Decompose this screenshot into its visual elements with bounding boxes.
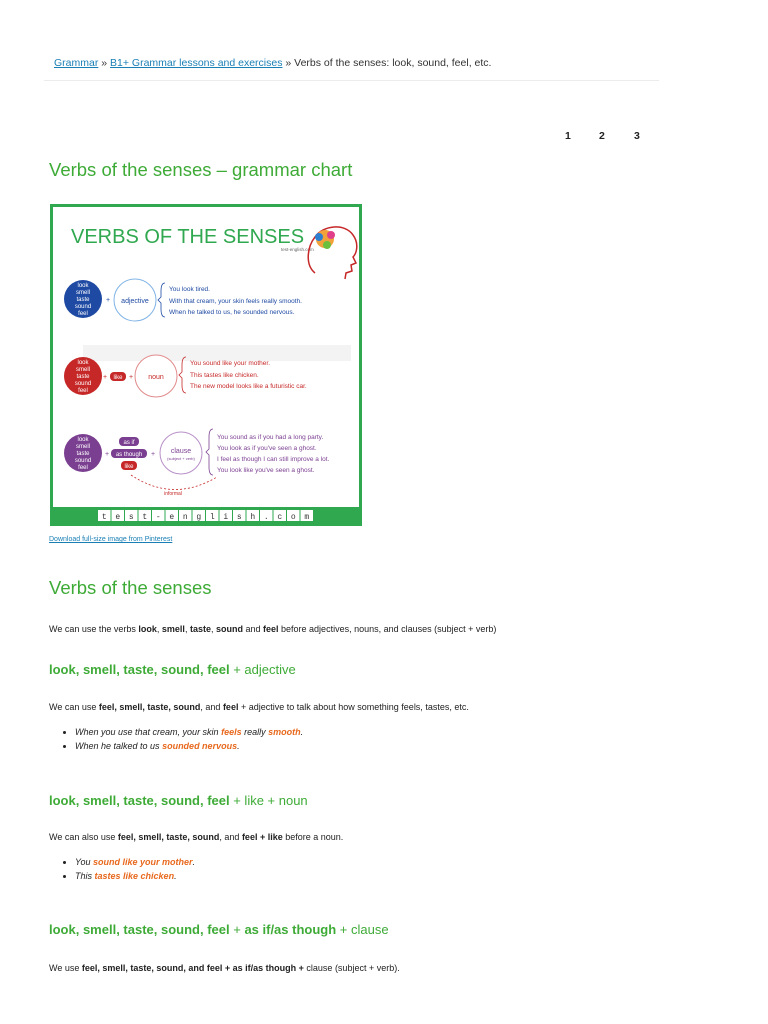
text: , [184, 624, 190, 634]
verb-smell: smell [75, 367, 91, 373]
target-clause: clause [170, 448, 192, 455]
text: + [229, 922, 245, 937]
text: feel [222, 702, 239, 712]
ex-tag: feels [245, 298, 260, 305]
plus-sign: + [151, 451, 156, 458]
text: + adjective to talk about how something feels, tastes, etc. [238, 702, 469, 712]
footer-letter: - [155, 513, 161, 522]
footer-letter: l [209, 513, 215, 522]
text: . [237, 741, 240, 751]
text: You [75, 857, 94, 867]
footer-letter: t [101, 513, 107, 522]
ex-text: With that cream, your skin [169, 298, 245, 305]
text: smooth [268, 727, 301, 737]
ex-text: You [169, 286, 180, 293]
pagination [0, 130, 768, 144]
text: + clause [336, 922, 389, 937]
text: before adjectives, nouns, and clauses (subject + verb) [278, 624, 497, 634]
target-adjective: adjective [121, 298, 149, 305]
text: . [174, 871, 177, 881]
breadcrumb-current: » Verbs of the senses: look, sound, feel, etc. [285, 57, 492, 69]
breadcrumb-separator: » [101, 57, 108, 69]
ex-tag: look like [229, 467, 254, 474]
verb-taste: taste [76, 297, 90, 303]
text: feels [221, 727, 242, 737]
verb-look: look [77, 283, 89, 289]
verb-sound: sound [74, 304, 92, 310]
ex-text: a futuristic car. [264, 383, 307, 390]
divider [44, 80, 659, 81]
text: sound like your mother [93, 857, 193, 867]
ex-text: I [217, 456, 219, 463]
text: . [300, 727, 304, 737]
informal-arrow [131, 475, 217, 490]
page-link-1[interactable]: 1 [565, 130, 571, 142]
ex-text: your mother. [233, 360, 271, 367]
target-noun: noun [148, 374, 164, 381]
ex-text: You [190, 360, 201, 367]
ex-text: This [190, 372, 203, 379]
text: look, smell, taste, sound, feel [49, 793, 230, 808]
svg-text:The new model looks like a fut [190, 383, 307, 390]
target-clause-sub: (subject + verb) [167, 456, 195, 461]
plus-sign: + [105, 451, 110, 458]
ex-tag: look [181, 286, 194, 293]
breadcrumb-link-b1-grammar[interactable]: B1+ Grammar lessons and exercises [110, 57, 283, 69]
text: feel, smell, taste, sound, and feel + as if/as though + [81, 963, 304, 973]
text: , and [219, 832, 242, 842]
verb: look [138, 624, 157, 634]
svg-text:When he talked to us, he sound [169, 309, 295, 316]
text: We can use the verbs [49, 624, 139, 634]
chart-site: test-english.com [281, 247, 314, 252]
text: sounded nervous [162, 741, 238, 751]
svg-text:This tastes like chicken. [190, 372, 259, 379]
list-item [75, 857, 195, 867]
list-item [75, 871, 195, 881]
ex-text: You [217, 467, 228, 474]
ex-text: chicken. [234, 372, 259, 379]
svg-text:You look as if you've seen a g [217, 445, 317, 452]
text: . [192, 857, 196, 867]
text: We can also use [49, 832, 118, 842]
text: feel + like [241, 832, 283, 842]
footer-letter: g [196, 513, 202, 522]
ex-text: nervous. [269, 309, 295, 316]
ex-tag: looks like [236, 383, 263, 390]
footer-letter: n [182, 513, 188, 522]
ex-text: You [217, 445, 228, 452]
ex-tag: sound like [202, 360, 233, 367]
svg-text:With that cream, your skin fee [169, 298, 302, 305]
page-link-3[interactable]: 3 [634, 130, 640, 142]
text: look, smell, taste, sound, feel [49, 922, 230, 937]
text: + like + noun [229, 793, 308, 808]
svg-text:You sound like your mother. [190, 360, 270, 367]
text: + adjective [229, 662, 296, 677]
footer-letter: e [115, 513, 121, 522]
text: before a noun. [282, 832, 344, 842]
ex-text: really smooth. [261, 298, 302, 305]
text: as if/as though [244, 922, 337, 937]
plus-sign: + [106, 297, 111, 304]
svg-text:You look tired. [169, 286, 210, 293]
text: When he talked to us [75, 741, 163, 751]
footer-letter: e [169, 513, 175, 522]
verb-look: look [77, 360, 89, 366]
text: , [156, 624, 162, 634]
plus-sign: + [129, 374, 134, 381]
ex-tag: sounded [242, 309, 268, 316]
svg-text:You look like you've seen a gh [217, 467, 315, 474]
ex-tag: feel as though [220, 456, 262, 463]
text: , [210, 624, 216, 634]
svg-text:You sound as if you had a long [217, 434, 323, 441]
ex-text: You [217, 434, 228, 441]
page-link-2[interactable]: 2 [599, 130, 605, 142]
breadcrumb-link-grammar[interactable]: Grammar [54, 57, 99, 69]
sec1-paragraph [49, 702, 469, 712]
text: This [75, 871, 95, 881]
subheading-adjective [49, 662, 296, 677]
head-brain-icon [308, 227, 357, 279]
verb-taste: taste [76, 451, 90, 457]
verb-smell: smell [75, 290, 91, 296]
intro-paragraph [49, 624, 496, 634]
text: look, smell, taste, sound, feel [49, 662, 230, 677]
footer-letter: i [223, 513, 229, 522]
text: feel, smell, taste, sound [98, 702, 201, 712]
ex-text: you've seen a ghost. [257, 445, 317, 452]
text: clause (subject + verb). [303, 963, 400, 973]
text: When you use that cream, your skin [75, 727, 222, 737]
chart-title: VERBS OF THE SENSES [71, 226, 305, 248]
verb-feel: feel [78, 388, 88, 394]
footer-letter: c [277, 513, 283, 522]
text: feel, smell, taste, sound [117, 832, 220, 842]
verb-sound: sound [74, 381, 92, 387]
verb: feel [263, 624, 279, 634]
download-image-link[interactable]: Download full-size image from Pinterest [49, 536, 173, 543]
breadcrumb [54, 57, 491, 69]
text: , and [200, 702, 223, 712]
ex-text: When he talked to us, he [169, 309, 241, 316]
grammar-chart-image[interactable] [50, 204, 362, 526]
ex-text: The new model [190, 383, 235, 390]
verb-feel: feel [78, 465, 88, 471]
subheading-clause [49, 922, 389, 937]
chart-heading: Verbs of the senses – grammar chart [49, 159, 353, 180]
text: really [241, 727, 269, 737]
verb-look: look [77, 437, 89, 443]
ex-text: you had a long party. [263, 434, 324, 441]
footer-letter: s [236, 513, 242, 522]
verb: taste [189, 624, 211, 634]
footer-letter: m [304, 513, 310, 522]
subheading-like-noun [49, 793, 308, 808]
sec3-paragraph [49, 963, 400, 973]
ex-tag: sound as if [229, 434, 262, 441]
text: We use [49, 963, 82, 973]
footer-letter: . [263, 513, 269, 522]
list-item [75, 741, 303, 751]
ex-text: you've seen a ghost. [255, 467, 315, 474]
sec1-examples [60, 727, 303, 755]
footer-letter: s [128, 513, 134, 522]
text: and [242, 624, 264, 634]
verb-smell: smell [75, 444, 91, 450]
verb-sound: sound [74, 458, 92, 464]
chart-watermark [83, 345, 351, 361]
verb: sound [215, 624, 243, 634]
plus-sign: + [103, 374, 108, 381]
verb: smell [161, 624, 185, 634]
ex-tag: tastes like [204, 372, 233, 379]
as-if-label: as if [123, 440, 135, 446]
footer-letter: t [142, 513, 148, 522]
like-label: like [113, 375, 123, 381]
verb-feel: feel [78, 311, 88, 317]
svg-text:I feel as though I can still i [217, 456, 330, 463]
ex-text: tired. [195, 286, 210, 293]
footer-letter: o [290, 513, 296, 522]
text: We can use [49, 702, 99, 712]
text: tastes like chicken [94, 871, 175, 881]
sec2-examples [60, 857, 195, 885]
sec2-paragraph [49, 832, 343, 842]
informal-label: informal [164, 491, 182, 497]
verb-taste: taste [76, 374, 90, 380]
list-item [75, 727, 303, 737]
as-though-label: as though [115, 452, 143, 458]
footer-letter: h [250, 513, 256, 522]
section-title: Verbs of the senses [49, 577, 212, 598]
like-label: like [124, 464, 134, 470]
ex-text: I can still improve a lot. [263, 456, 330, 463]
ex-tag: look as if [229, 445, 256, 452]
